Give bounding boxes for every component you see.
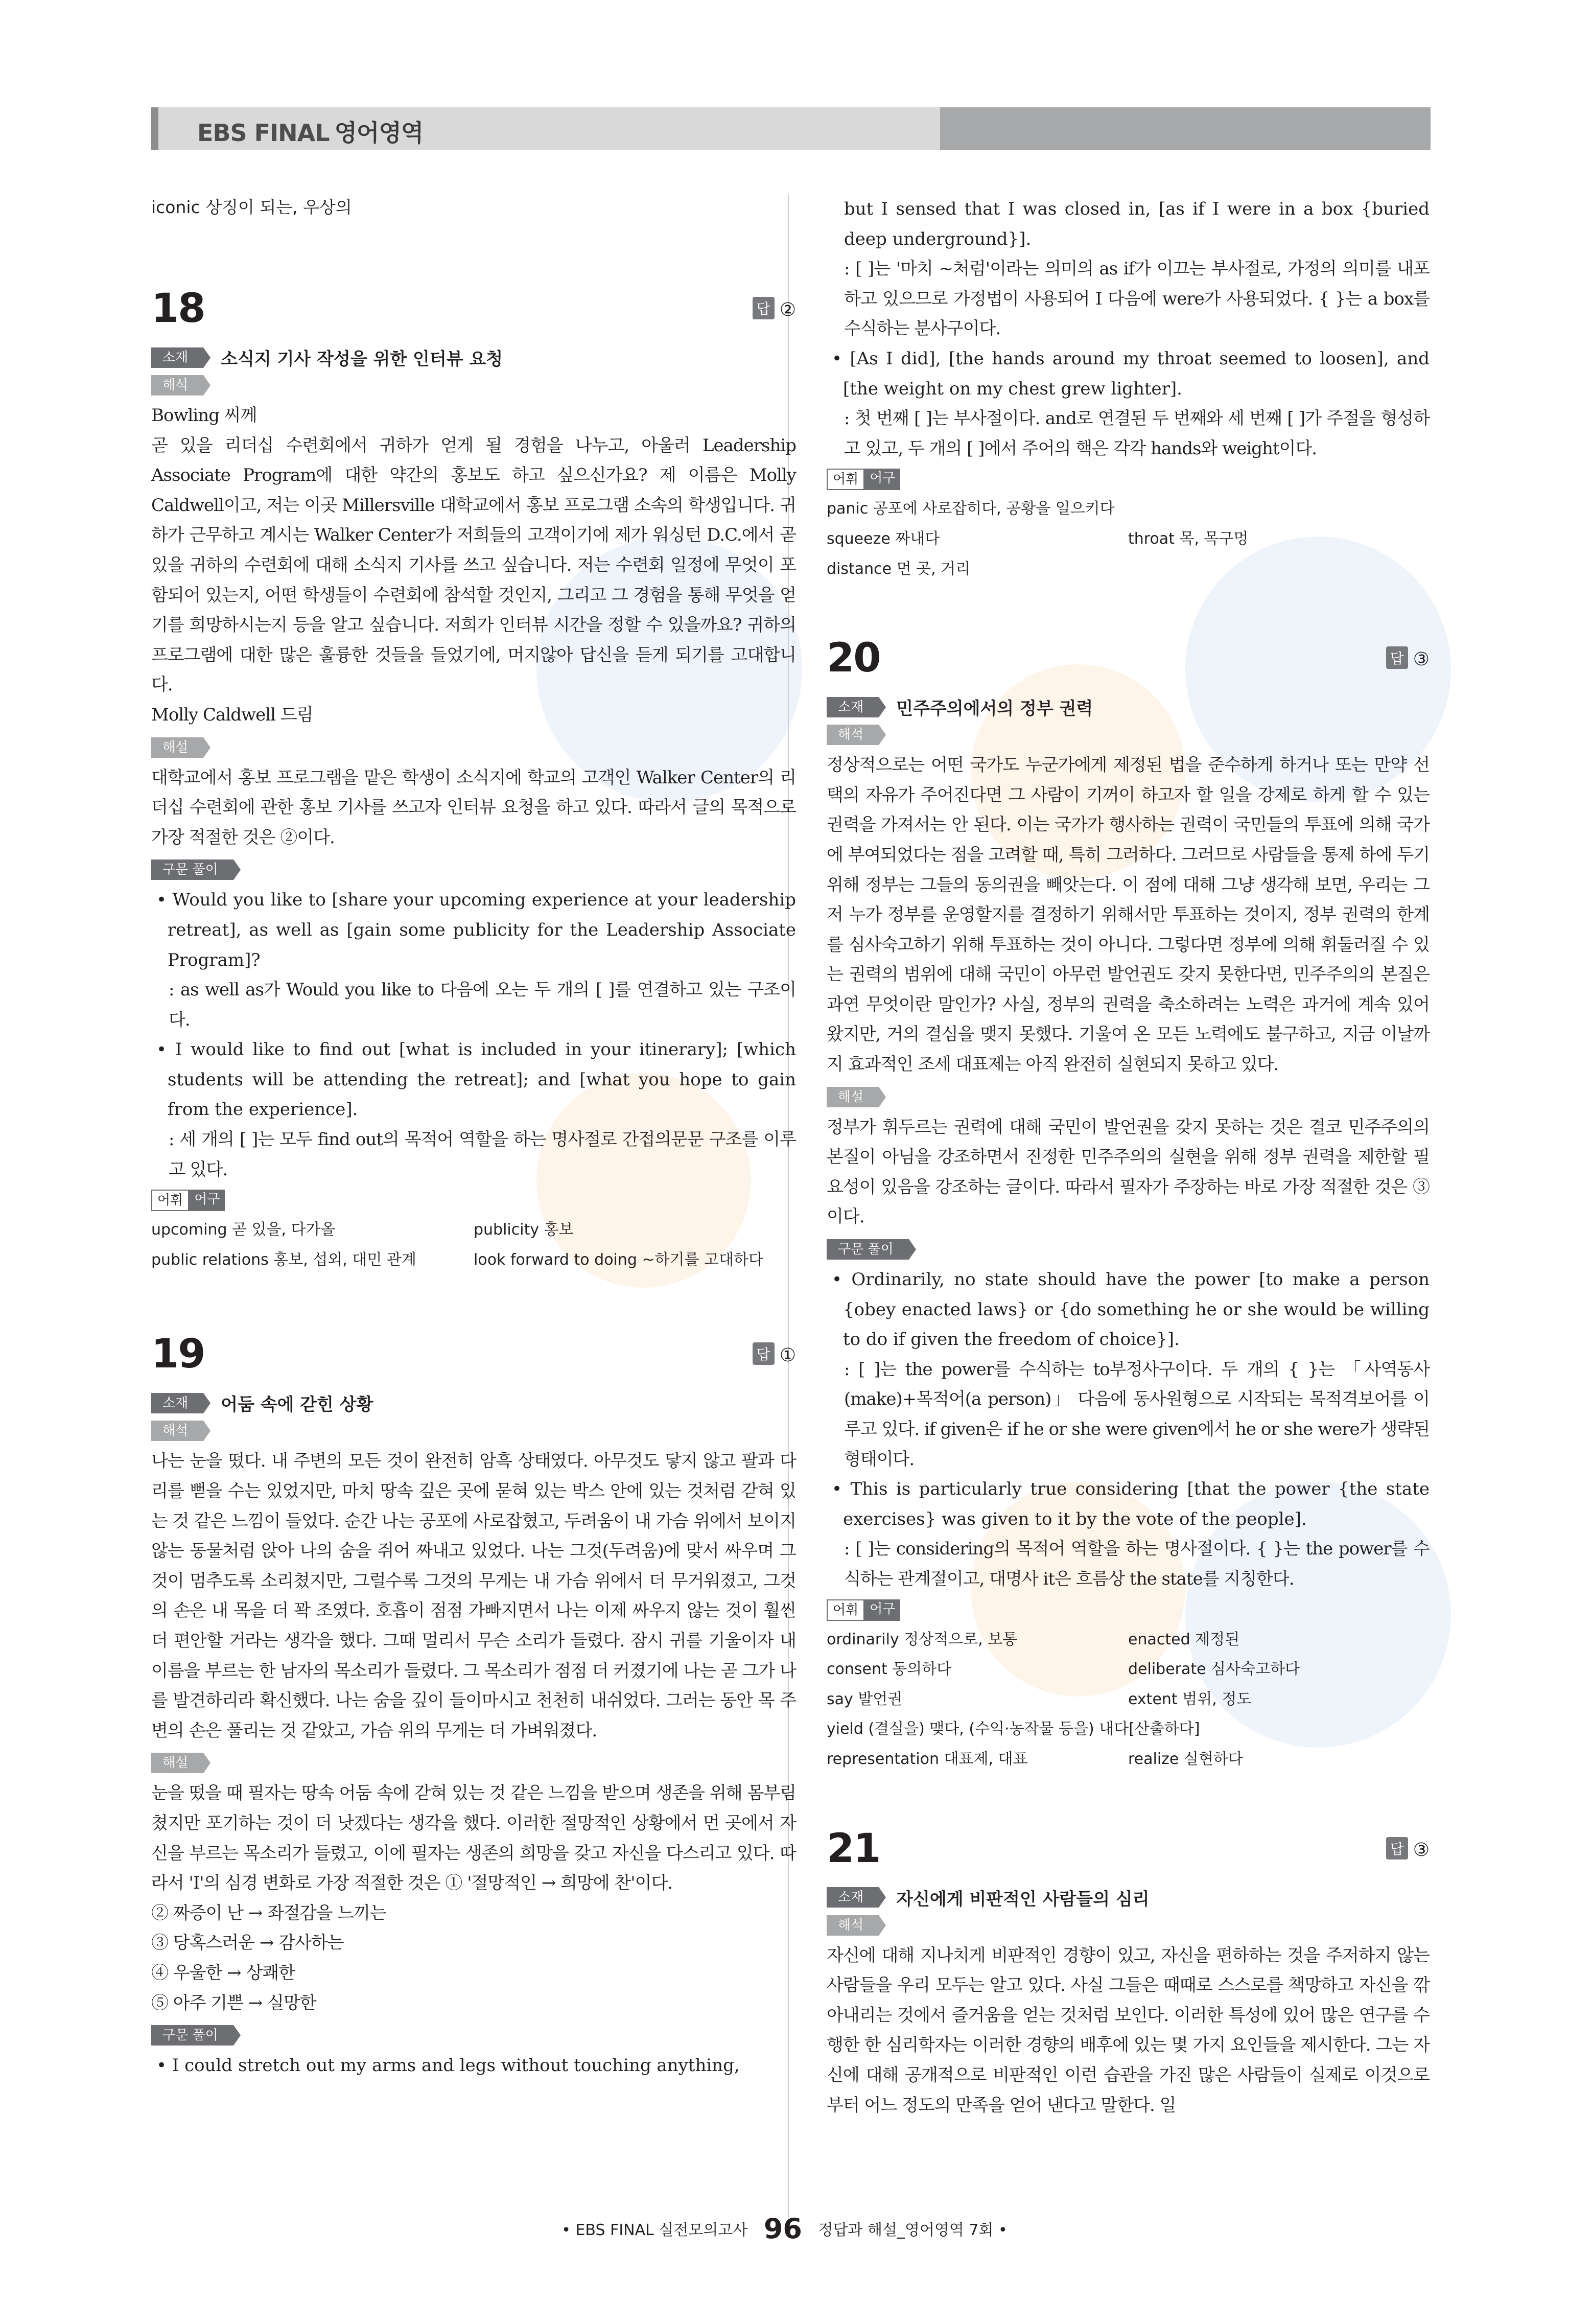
topic-tag: 소재 (827, 697, 879, 717)
topic-tag: 소재 (151, 347, 203, 368)
grammar-sentence: • Ordinarily, no state should have the power [to make a person {obey enacted laws} or {do something he or she would be willing to do if given the freedom of choice}]. (832, 1269, 1430, 1350)
translation-signoff: Molly Caldwell 드림 (151, 704, 313, 725)
vocab-list (827, 1625, 1430, 1775)
header-subject: 영어영역 (334, 119, 424, 147)
question-19-header (151, 1331, 796, 1387)
answer-option: ④ 우울한 → 상쾌한 (151, 1962, 295, 1983)
header-brand: EBS FINAL (197, 119, 330, 147)
answer-label: 답 (1386, 1837, 1408, 1860)
question-number: 20 (827, 635, 880, 682)
topic-title: 자신에게 비판적인 사람들의 심리 (896, 1889, 1150, 1910)
vocab-item: say 발언권 (827, 1690, 903, 1708)
topic-title: 어둠 속에 갇힌 상황 (221, 1395, 373, 1415)
question-20-header (827, 635, 1430, 691)
vocab-item: deliberate 심사숙고하다 (1128, 1660, 1300, 1679)
explanation-tag: 해설 (151, 737, 203, 758)
grammar-sentence: • I would like to find out [what is included in your itinerary]; [which students will be attending the retreat]; and [what you hope to gain from the experience]. (156, 1039, 796, 1120)
answer-value: ③ (1413, 649, 1430, 670)
grammar-tag: 구문 풀이 (151, 2025, 233, 2046)
topic-row (151, 1390, 796, 1415)
grammar-note: : [ ]는 '마치 ~처럼'이라는 의미의 as if가 이끄는 부사절로, 가정의 의미를 내포하고 있으므로 가정법이 사용되어 I 다음에 were가 사용되었다. { }는 a box를 수식하는 분사구이다. (844, 259, 1430, 339)
translation-tag: 해석 (151, 375, 203, 396)
vocab-tag-label: 어구 (864, 1599, 900, 1621)
carryover-vocab-note: iconic 상징이 되는, 우상의 (151, 197, 352, 217)
left-column (151, 194, 796, 2081)
vocab-list (827, 494, 1430, 584)
vocab-item: look forward to doing ~하기를 고대하다 (474, 1250, 764, 1269)
page-number: 96 (763, 2213, 802, 2245)
header-right-bar (940, 107, 1431, 150)
grammar-note: : 세 개의 [ ]는 모두 find out의 목적어 역할을 하는 명사절로 간접의문문 구조를 이루고 있다. (169, 1129, 796, 1180)
header-title (197, 114, 423, 148)
vocab-item: throat 목, 목구멍 (1128, 529, 1249, 548)
vocab-item: distance 먼 곳, 거리 (827, 560, 971, 578)
header-accent-bar (151, 107, 158, 150)
translation-tag: 해석 (827, 1915, 879, 1936)
vocab-item: squeeze 짜내다 (827, 529, 940, 548)
vocab-item: upcoming 곧 있을, 다가올 (151, 1221, 336, 1239)
grammar-sentence: • This is particularly true considering [that the power {the state exercises} was given to it by the vote of the people]. (832, 1479, 1430, 1529)
vocab-item: publicity 홍보 (474, 1221, 574, 1239)
footer-section: 정답과 해설_영어영역 7회 • (818, 2221, 1008, 2239)
explanation-tag: 해설 (827, 1087, 879, 1107)
answer-option: ② 짜증이 난 → 좌절감을 느끼는 (151, 1902, 386, 1923)
question-number: 21 (827, 1825, 880, 1872)
question-21-header (827, 1826, 1430, 1882)
answer-box (1386, 646, 1430, 670)
vocab-tag (827, 469, 900, 490)
vocab-item: panic 공포에 사로잡히다, 공황을 일으키다 (827, 500, 1115, 518)
translation-body: 자신에 대해 지나치게 비판적인 경향이 있고, 자신을 편하하는 것을 주저하지 않는 사람들을 우리 모두는 알고 있다. 사실 그들은 때때로 스스로를 책망하고 자신을 깎아내리는 것에서 즐거움을 얻는 것처럼 보인다. 이러한 특성에 있어 많은 연구를 수행한 한 심리학자는 이러한 경향의 배후에 있는 몇 가지 요인들을 제시한다. 그는 자신에 대해 공개적으로 비판적인 이런 습관을 가진 많은 사람들이 실제로 이것으로부터 어느 정도의 만족을 얻어 낸다고 말한다. 일 (827, 1945, 1430, 2116)
explanation-text: 대학교에서 홍보 프로그램을 맡은 학생이 소식지에 학교의 고객인 Walker Center의 리더십 수련회에 관한 홍보 기사를 쓰고자 인터뷰 요청을 하고 있다. 따라서 글의 목적으로 가장 적절한 것은 ②이다. (151, 767, 796, 848)
translation-body: 나는 눈을 떴다. 내 주변의 모든 것이 완전히 암흑 상태였다. 아무것도 닿지 않고 팔과 다리를 뻗을 수는 있었지만, 마치 땅속 깊은 곳에 묻혀 있는 박스 안에 있는 것처럼 갇혀 있는 것 같은 느낌이 들었다. 순간 나는 공포에 사로잡혔고, 두려움이 내 가슴 위에서 보이지 않는 동물처럼 앉아 나의 숨을 쥐어 짜내고 있었다. 나는 그것(두려움)에 맞서 싸우며 그것이 멈추도록 소리쳤지만, 그럴수록 그것의 무게는 내 가슴 위에서 더 무거워졌고, 그것의 손은 내 목을 더 꽉 조였다. 호흡이 점점 가빠지면서 나는 이제 싸우지 않는 것이 훨씬 더 편안할 거라는 생각을 했다. 그때 멀리서 무슨 소리가 들렸다. 잠시 귀를 기울이자 내 이름을 부르는 한 남자의 목소리가 들렸다. 그 목소리가 점점 더 커졌기에 나는 곧 그가 나를 발견하리라 확신했다. 나는 숨을 깊이 들이마시고 천천히 내쉬었다. 그러는 동안 목 주변의 손은 풀리는 것 같았고, 가슴 위의 무게는 더 가벼워졌다. (151, 1451, 796, 1741)
vocab-item: realize 실현하다 (1128, 1750, 1243, 1768)
question-number: 19 (151, 1331, 205, 1378)
answer-box (753, 297, 796, 320)
right-column (827, 194, 1430, 2120)
answer-option: ⑤ 아주 기쁜 → 실망한 (151, 1992, 316, 2013)
topic-tag: 소재 (827, 1887, 879, 1908)
grammar-note: : [ ]는 the power를 수식하는 to부정사구이다. 두 개의 { }는 「사역동사(make)+목적어(a person)」 다음에 동사원형으로 시작되는 목적격보어를 이루고 있다. if given은 if he or she were given에서 he or she were가 생략된 형태이다. (844, 1359, 1430, 1470)
vocab-item: representation 대표제, 대표 (827, 1750, 1028, 1768)
topic-row (151, 345, 796, 370)
question-number: 18 (151, 286, 205, 332)
answer-value: ① (779, 1345, 796, 1366)
page-footer (0, 2213, 1569, 2245)
translation-body: 정상적으로는 어떤 국가도 누군가에게 제정된 법을 준수하게 하거나 또는 만약 선택의 자유가 주어진다면 그 사람이 기꺼이 하고자 할 일을 강제로 하게 할 수 있는 권력을 가져서는 안 된다. 이는 국가가 행사하는 권력이 국민들의 투표에 의해 국가에 부여되었다는 점을 고려할 때, 특히 그러하다. 그러므로 사람들을 통제 하에 두기 위해 정부는 그들의 동의권을 빼앗는다. 이 점에 대해 그냥 생각해 보면, 우리는 그저 누가 정부를 운영할지를 결정하기 위해서만 투표하는 것이지, 정부 권력의 한계를 심사숙고하기 위해 투표하는 것이 아니다. 그렇다면 정부에 의해 휘둘러질 수 있는 권력의 범위에 대해 국민이 아무런 발언권도 갖지 못한다면, 민주주의의 본질은 과연 무엇이란 말인가? 사실, 정부의 권력을 축소하려는 노력은 과거에 계속 있어 왔지만, 거의 결심을 맺지 못했다. 기울여 온 모든 노력에도 불구하고, 지금 이날까지 효과적인 조세 대표제는 아직 완전히 실현되지 못하고 있다. (827, 755, 1430, 1075)
vocab-tag-label: 어휘 (827, 469, 864, 490)
explanation-text: 정부가 휘두르는 권력에 대해 국민이 발언권을 갖지 못하는 것은 결코 민주주의의 본질이 아님을 강조하면서 진정한 민주주의의 실현을 위해 정부 권력을 제한할 필요성이 있음을 강조하는 글이다. 따라서 필자가 주장하는 바로 가장 적절한 것은 ③이다. (827, 1117, 1430, 1227)
vocab-tag-label: 어휘 (151, 1190, 189, 1211)
footer-series: • EBS FINAL 실전모의고사 (561, 2221, 748, 2239)
translation-body: 곧 있을 리더십 수련회에서 귀하가 얻게 될 경험을 나누고, 아울러 Leadership Associate Program에 대한 약간의 홍보도 하고 싶으신가요? 제 이름은 Molly Caldwell이고, 저는 이곳 Millersville 대학교에서 홍보 프로그램 소속의 학생입니다. 귀하가 근무하고 계시는 Walker Center가 저희들의 고객이기에 제가 워싱턴 D.C.에서 곧 있을 귀하의 수련회에 대해 소식지 기사를 쓰고 싶습니다. 저는 수련회 일정에 무엇이 포함되어 있는지, 어떤 학생들이 수련회에 참석할 것인지, 그리고 그 경험을 통해 무엇을 얻기를 희망하시는지 등을 알고 싶습니다. 저희가 인터뷰 시간을 정할 수 있을까요? 귀하의 프로그램에 대한 많은 훌륭한 것들을 들었기에, 머지않아 답신을 듣게 되기를 고대합니다. (151, 435, 796, 695)
answer-label: 답 (1386, 646, 1408, 669)
vocab-tag-label: 어휘 (827, 1599, 864, 1621)
page-header (151, 107, 1431, 150)
translation-tag: 해석 (827, 725, 879, 745)
grammar-tag: 구문 풀이 (827, 1239, 909, 1260)
topic-row (827, 1885, 1430, 1910)
vocab-tag-label: 어구 (864, 469, 900, 490)
topic-row (827, 694, 1430, 719)
grammar-note: : as well as가 Would you like to 다음에 오는 두 개의 [ ]를 연결하고 있는 구조이다. (169, 980, 796, 1030)
answer-label: 답 (753, 1342, 775, 1365)
answer-box (753, 1342, 796, 1366)
vocab-item: extent 범위, 정도 (1128, 1690, 1252, 1708)
translation-tag: 해석 (151, 1421, 203, 1441)
vocab-tag (827, 1599, 900, 1621)
vocab-tag-label: 어구 (189, 1190, 225, 1211)
topic-title: 민주주의에서의 정부 권력 (896, 699, 1093, 719)
topic-tag: 소재 (151, 1393, 203, 1413)
answer-label: 답 (753, 297, 775, 319)
vocab-item: public relations 홍보, 섭외, 대민 관계 (151, 1250, 416, 1269)
vocab-item: enacted 제정된 (1128, 1630, 1240, 1648)
answer-value: ③ (1413, 1839, 1430, 1861)
answer-box (1386, 1837, 1430, 1861)
vocab-item: consent 동의하다 (827, 1660, 952, 1679)
answer-option: ③ 당혹스러운 → 감사하는 (151, 1933, 344, 1954)
answer-value: ② (779, 299, 796, 320)
explanation-text: 눈을 떴을 때 필자는 땅속 어둠 속에 갇혀 있는 것 같은 느낌을 받으며 생존을 위해 몸부림쳤지만 포기하는 것이 더 낫겠다는 생각을 했다. 이러한 절망적인 상황에서 먼 곳에서 자신을 부르는 목소리가 들렸고, 이에 필자는 생존의 희망을 갖고 자신을 다스리고 있다. 따라서 'I'의 심경 변화로 가장 적절한 것은 ① '절망적인 → 희망에 찬'이다. (151, 1783, 796, 1894)
explanation-tag: 해설 (151, 1753, 203, 1773)
grammar-sentence: • Would you like to [share your upcoming experience at your leadership retreat], as well as [gain some publicity for the Leadership Associate Program]? (156, 890, 796, 970)
grammar-note: : 첫 번째 [ ]는 부사절이다. and로 연결된 두 번째와 세 번째 [ ]가 주절을 형성하고 있고, 두 개의 [ ]에서 주어의 핵은 각각 hands와 weight이다. (844, 408, 1430, 459)
question-18-header (151, 286, 796, 342)
grammar-tag: 구문 풀이 (151, 859, 233, 880)
topic-title: 소식지 기사 작성을 위한 인터뷰 요청 (221, 349, 503, 369)
vocab-tag (151, 1190, 225, 1211)
vocab-item: yield (결실을) 맺다, (수익·농작물 등을) 내다[산출하다] (827, 1720, 1200, 1738)
grammar-sentence: • [As I did], [the hands around my throat seemed to loosen], and [the weight on my chest grew lighter]. (832, 348, 1430, 399)
vocab-list (151, 1215, 796, 1275)
grammar-note: : [ ]는 considering의 목적어 역할을 하는 명사절이다. { }는 the power를 수식하는 관계절이고, 대명사 it은 흐름상 the state를 지칭한다. (844, 1539, 1430, 1589)
grammar-sentence-cont: but I sensed that I was closed in, [as if I were in a box {buried deep underground}]. (844, 199, 1430, 249)
grammar-sentence: • I could stretch out my arms and legs without touching anything, (156, 2055, 740, 2076)
translation-salutation: Bowling 씨께 (151, 405, 257, 426)
vocab-item: ordinarily 정상적으로, 보통 (827, 1630, 1018, 1648)
